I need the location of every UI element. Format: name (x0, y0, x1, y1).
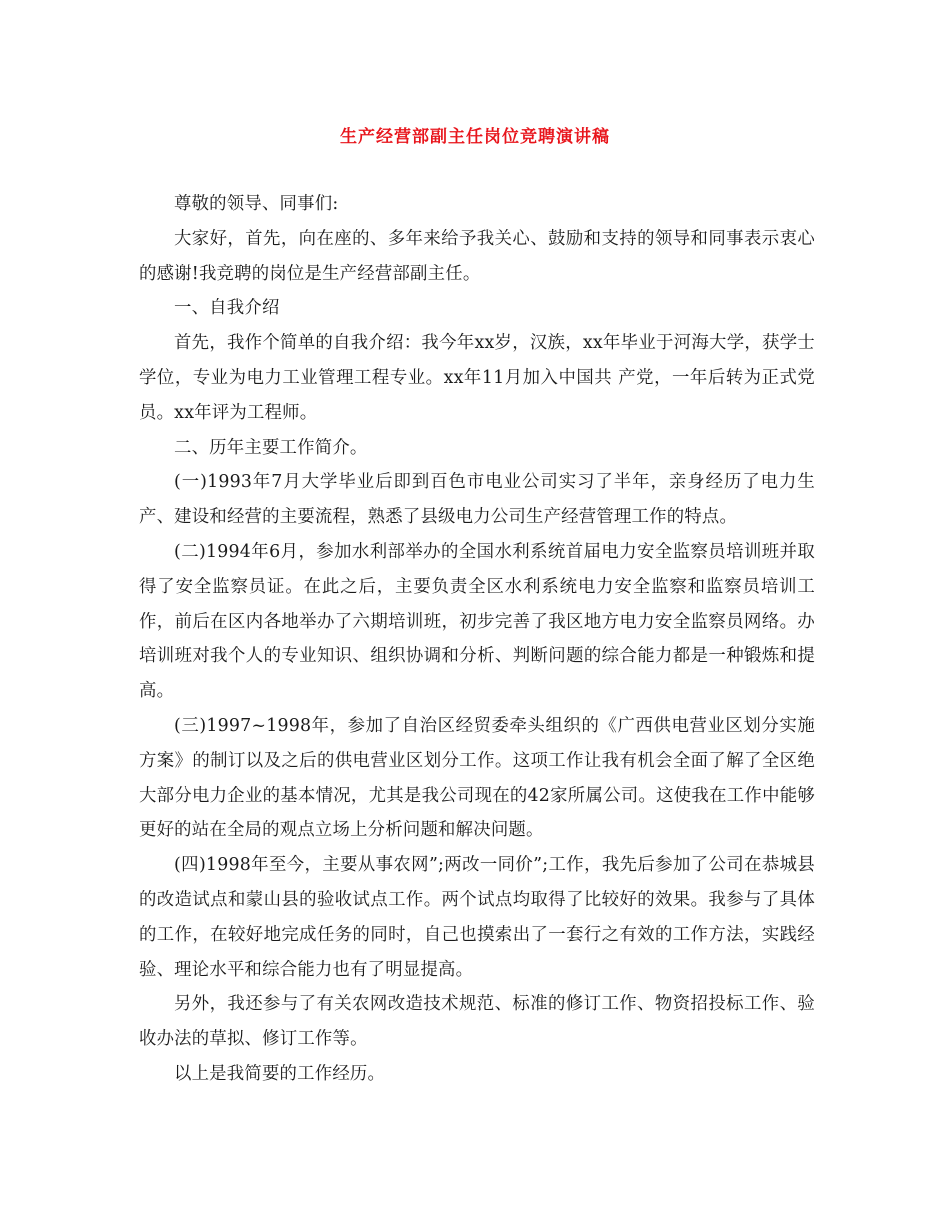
document-title: 生产经营部副主任岗位竞聘演讲稿 (340, 127, 610, 147)
work-item-3-paragraph: (三)1997~1998年，参加了自治区经贸委牵头组织的《广西供电营业区划分实施方案》的制订以及之后的供电营业区划分工作。这项工作让我有机会全面了解了全区绝大部分电力企业的基本情况，尤其是我公司现在的42家所属公司。这使我在工作中能够更好的站在全局的观点立场上分析问题和解决问题。 (139, 715, 815, 841)
work-item-4-paragraph: (四)1998年至今，主要从事农网”;两改一同价”;工作，我先后参加了公司在恭城县的改造试点和蒙山县的验收试点工作。两个试点均取得了比较好的效果。我参与了具体的工作，在较好地完成任务的同时，自己也摸索出了一套行之有效的工作方法，实践经验、理论水平和综合能力也有了明显提高。 (139, 855, 815, 980)
greeting-paragraph: 大家好，首先，向在座的、多年来给予我关心、鼓励和支持的领导和同事表示衷心的感谢!我竞聘的岗位是生产经营部副主任。 (139, 228, 815, 284)
additional-work-paragraph: 另外，我还参与了有关农网改造技术规范、标准的修订工作、物资招投标工作、验收办法的草拟、修订工作等。 (139, 994, 815, 1050)
work-item-1-paragraph: (一)1993年7月大学毕业后即到百色市电业公司实习了半年，亲身经历了电力生产、建设和经营的主要流程，熟悉了县级电力公司生产经营管理工作的特点。 (139, 472, 815, 528)
document-body (139, 187, 815, 1092)
summary-paragraph: 以上是我简要的工作经历。 (174, 1063, 386, 1084)
self-intro-paragraph: 首先，我作个简单的自我介绍：我今年xx岁，汉族，xx年毕业于河海大学，获学士学位，专业为电力工业管理工程专业。xx年11月加入中国共 产党，一年后转为正式党员。xx年评为工程师。 (139, 333, 815, 423)
section-heading-work-history: 二、历年主要工作简介。 (174, 437, 368, 458)
salutation-paragraph: 尊敬的领导、同事们: (174, 194, 339, 214)
section-heading-self-intro: 一、自我介绍 (174, 298, 280, 319)
work-item-2-paragraph: (二)1994年6月，参加水利部举办的全国水利系统首届电力安全监察员培训班并取得了安全监察员证。在此之后，主要负责全区水利系统电力安全监察和监察员培训工作，前后在区内各地举办了六期培训班，初步完善了我区地方电力安全监察员网络。办培训班对我个人的专业知识、组织协调和分析、判断问题的综合能力都是一种锻炼和提高。 (139, 541, 815, 702)
